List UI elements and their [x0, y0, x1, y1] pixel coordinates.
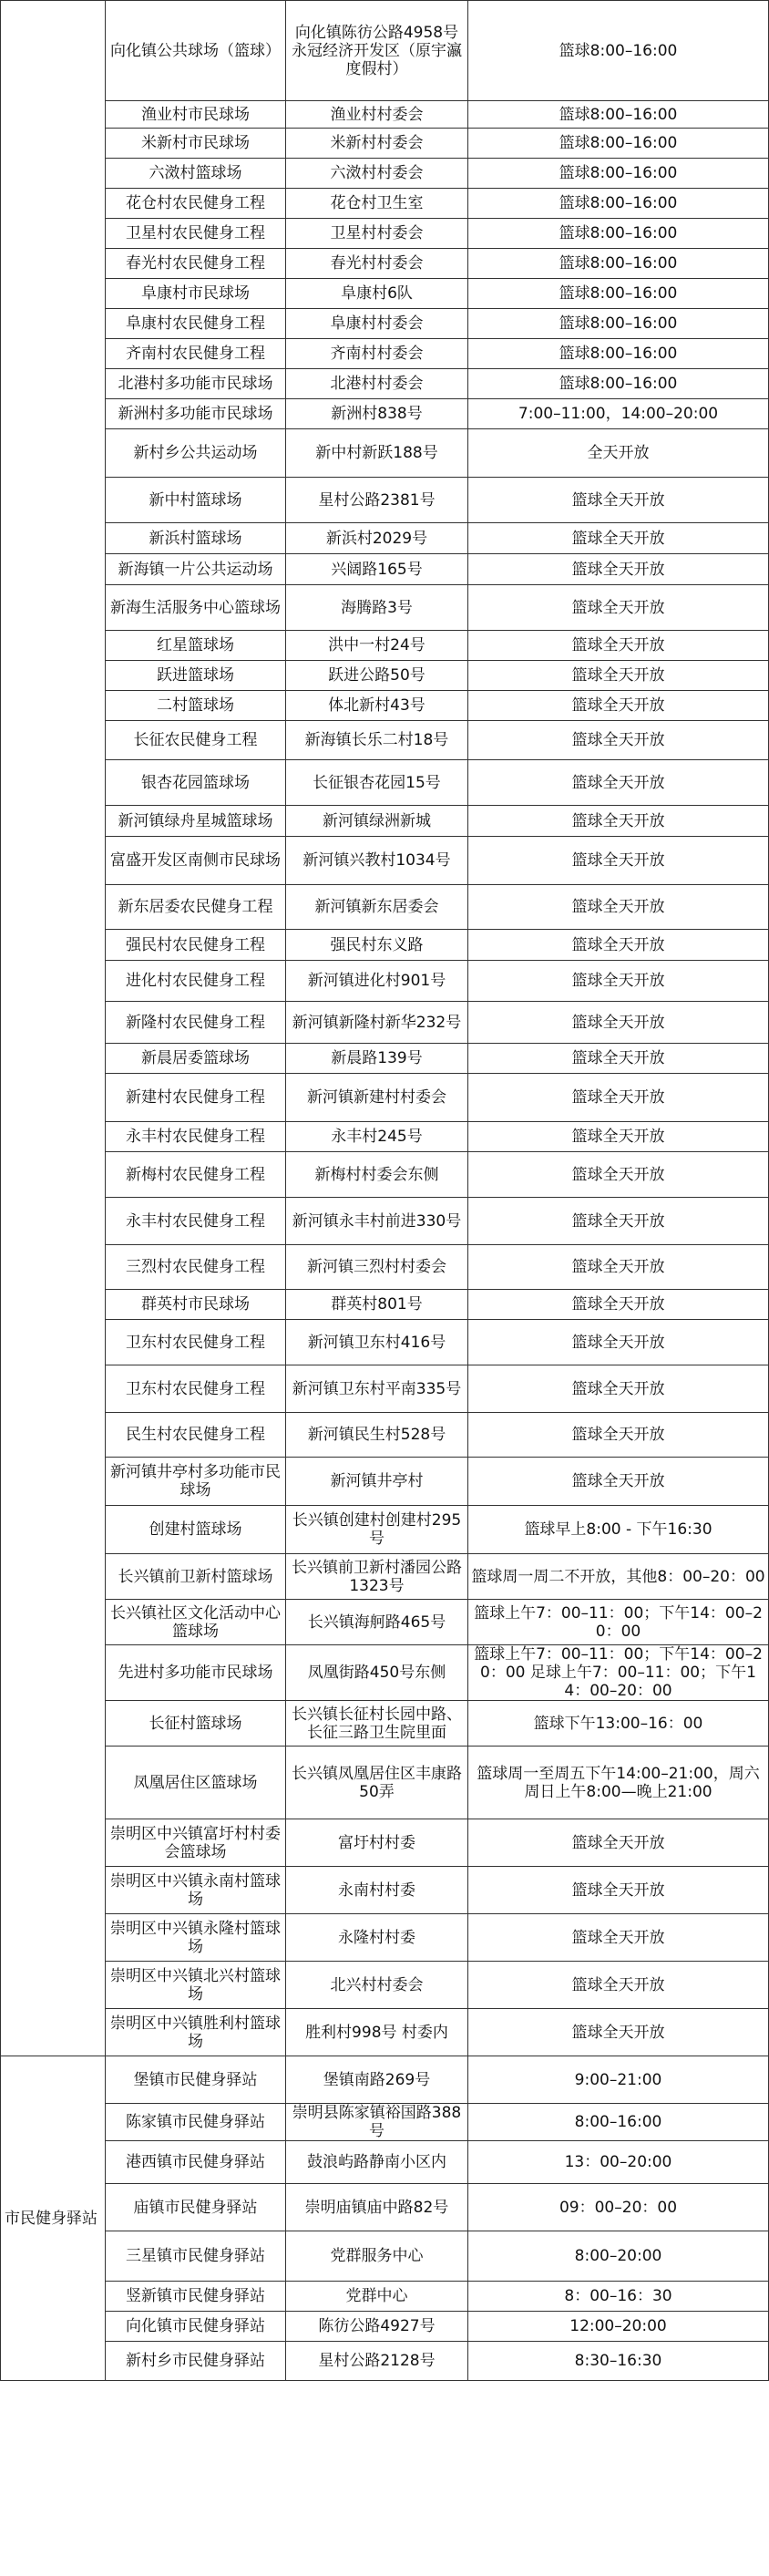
- table-row: [1, 961, 769, 1002]
- table-row: [1, 1867, 769, 1914]
- venue-name-cell: 创建村篮球场: [106, 1506, 286, 1554]
- table-row: [1, 631, 769, 661]
- venue-name-cell: 新海镇一片公共运动场: [106, 554, 286, 585]
- venue-name-cell: 新海生活服务中心篮球场: [106, 585, 286, 631]
- table-row: [1, 806, 769, 837]
- venue-name-cell: 进化村农民健身工程: [106, 961, 286, 1002]
- address-cell: 新河镇新建村村委会: [286, 1074, 468, 1122]
- address-cell: 渔业村村委会: [286, 101, 468, 129]
- table-row: [1, 2184, 769, 2231]
- table-row: [1, 1600, 769, 1645]
- venue-name-cell: 米新村市民球场: [106, 129, 286, 159]
- opening-hours-cell: 篮球全天开放: [468, 1290, 769, 1320]
- table-row: [1, 1819, 769, 1867]
- venue-name-cell: 富盛开发区南侧市民球场: [106, 837, 286, 885]
- table-row: [1, 1122, 769, 1152]
- address-cell: 新河镇新隆村新华232号: [286, 1002, 468, 1044]
- opening-hours-cell: 篮球上午7：00–11：00；下午14：00–20：00: [468, 1600, 769, 1645]
- address-cell: 鼓浪屿路静南小区内: [286, 2141, 468, 2184]
- table-row: [1, 2282, 769, 2312]
- table-row: [1, 399, 769, 429]
- opening-hours-cell: 篮球全天开放: [468, 631, 769, 661]
- venue-name-cell: 新隆村农民健身工程: [106, 1002, 286, 1044]
- opening-hours-cell: 篮球8:00–16:00: [468, 339, 769, 369]
- opening-hours-cell: 篮球8:00–16:00: [468, 1, 769, 101]
- venue-name-cell: 卫东村农民健身工程: [106, 1320, 286, 1365]
- address-cell: 长兴镇前卫新村潘园公路1323号: [286, 1554, 468, 1600]
- table-row: [1, 1365, 769, 1413]
- venue-name-cell: 阜康村市民球场: [106, 279, 286, 309]
- venue-name-cell: 银杏花园篮球场: [106, 760, 286, 806]
- address-cell: 陈彷公路4927号: [286, 2312, 468, 2342]
- address-cell: 新河镇永丰村前进330号: [286, 1198, 468, 1245]
- table-row: [1, 1152, 769, 1198]
- table-row: [1, 1554, 769, 1600]
- opening-hours-cell: 12:00–20:00: [468, 2312, 769, 2342]
- table-row: [1, 1962, 769, 2009]
- opening-hours-cell: 全天开放: [468, 429, 769, 478]
- table-row: [1, 523, 769, 554]
- table-row: [1, 2009, 769, 2056]
- venue-name-cell: 跃进篮球场: [106, 661, 286, 691]
- address-cell: 强民村东义路: [286, 930, 468, 961]
- opening-hours-cell: 篮球全天开放: [468, 1819, 769, 1867]
- table-row: [1, 1002, 769, 1044]
- address-cell: 新河镇进化村901号: [286, 961, 468, 1002]
- opening-hours-cell: 篮球全天开放: [468, 930, 769, 961]
- table-row: [1, 691, 769, 721]
- address-cell: 六滧村村委会: [286, 159, 468, 189]
- table-row: [1, 309, 769, 339]
- venue-name-cell: 三烈村农民健身工程: [106, 1245, 286, 1290]
- venue-name-cell: 阜康村农民健身工程: [106, 309, 286, 339]
- table-row: [1, 2141, 769, 2184]
- address-cell: 长兴镇海舸路465号: [286, 1600, 468, 1645]
- table-row: [1, 1320, 769, 1365]
- opening-hours-cell: 篮球全天开放: [468, 1458, 769, 1506]
- table-row: [1, 1044, 769, 1074]
- opening-hours-cell: 8:00–20:00: [468, 2231, 769, 2282]
- table-row: [1, 1198, 769, 1245]
- venue-name-cell: 长征农民健身工程: [106, 721, 286, 760]
- venue-name-cell: 强民村农民健身工程: [106, 930, 286, 961]
- table-row: [1, 369, 769, 399]
- opening-hours-cell: 篮球8:00–16:00: [468, 369, 769, 399]
- venue-name-cell: 崇明区中兴镇北兴村篮球场: [106, 1962, 286, 2009]
- table-row: [1, 2104, 769, 2141]
- category-cell-blank: [1, 1, 106, 2056]
- table-row: [1, 760, 769, 806]
- table-row: [1, 2231, 769, 2282]
- address-cell: 新河镇新东居委会: [286, 885, 468, 930]
- address-cell: 永南村村委: [286, 1867, 468, 1914]
- venue-name-cell: 陈家镇市民健身驿站: [106, 2104, 286, 2141]
- opening-hours-cell: 篮球8:00–16:00: [468, 101, 769, 129]
- venue-name-cell: 崇明区中兴镇永隆村篮球场: [106, 1914, 286, 1962]
- opening-hours-cell: 篮球全天开放: [468, 961, 769, 1002]
- opening-hours-cell: 篮球全天开放: [468, 806, 769, 837]
- address-cell: 洪中一村24号: [286, 631, 468, 661]
- venue-name-cell: 卫星村农民健身工程: [106, 219, 286, 249]
- opening-hours-cell: 篮球8:00–16:00: [468, 189, 769, 219]
- venue-name-cell: 花仓村农民健身工程: [106, 189, 286, 219]
- address-cell: 体北新村43号: [286, 691, 468, 721]
- opening-hours-cell: 篮球8:00–16:00: [468, 279, 769, 309]
- table-row: [1, 721, 769, 760]
- table-row: [1, 1747, 769, 1819]
- address-cell: 北港村村委会: [286, 369, 468, 399]
- venue-name-cell: 齐南村农民健身工程: [106, 339, 286, 369]
- table-row: [1, 1, 769, 101]
- opening-hours-cell: 篮球下午13:00–16：00: [468, 1701, 769, 1747]
- opening-hours-cell: 篮球全天开放: [468, 1074, 769, 1122]
- opening-hours-cell: 篮球全天开放: [468, 1044, 769, 1074]
- address-cell: 新河镇绿洲新城: [286, 806, 468, 837]
- table-row: [1, 129, 769, 159]
- opening-hours-cell: 13：00–20:00: [468, 2141, 769, 2184]
- venue-name-cell: 崇明区中兴镇胜利村篮球场: [106, 2009, 286, 2056]
- opening-hours-cell: 09：00–20：00: [468, 2184, 769, 2231]
- table-row: [1, 1245, 769, 1290]
- table-row: [1, 661, 769, 691]
- venue-name-cell: 长征村篮球场: [106, 1701, 286, 1747]
- table-row: [1, 1290, 769, 1320]
- opening-hours-cell: 篮球8:00–16:00: [468, 219, 769, 249]
- opening-hours-cell: 8：00–16：30: [468, 2282, 769, 2312]
- address-cell: 新洲村838号: [286, 399, 468, 429]
- address-cell: 长兴镇创建村创建村295号: [286, 1506, 468, 1554]
- address-cell: 卫星村村委会: [286, 219, 468, 249]
- address-cell: 堡镇南路269号: [286, 2056, 468, 2104]
- table-row: [1, 1074, 769, 1122]
- address-cell: 兴阔路165号: [286, 554, 468, 585]
- table-row: [1, 930, 769, 961]
- opening-hours-cell: 篮球周一至周五下午14:00–21:00，周六周日上午8:00—晚上21:00: [468, 1747, 769, 1819]
- table-row: [1, 585, 769, 631]
- address-cell: 崇明庙镇庙中路82号: [286, 2184, 468, 2231]
- address-cell: 党群中心: [286, 2282, 468, 2312]
- address-cell: 花仓村卫生室: [286, 189, 468, 219]
- opening-hours-cell: 篮球全天开放: [468, 721, 769, 760]
- address-cell: 永隆村村委: [286, 1914, 468, 1962]
- opening-hours-cell: 篮球周一周二不开放，其他8：00–20：00: [468, 1554, 769, 1600]
- venue-name-cell: 春光村农民健身工程: [106, 249, 286, 279]
- address-cell: 米新村村委会: [286, 129, 468, 159]
- opening-hours-cell: 篮球全天开放: [468, 760, 769, 806]
- opening-hours-cell: 7:00–11:00，14:00–20:00: [468, 399, 769, 429]
- address-cell: 新河镇井亭村: [286, 1458, 468, 1506]
- address-cell: 长征银杏花园15号: [286, 760, 468, 806]
- address-cell: 长兴镇长征村长园中路、长征三路卫生院里面: [286, 1701, 468, 1747]
- venue-name-cell: 凤凰居住区篮球场: [106, 1747, 286, 1819]
- venue-name-cell: 新东居委农民健身工程: [106, 885, 286, 930]
- table-row: [1, 219, 769, 249]
- table-row: [1, 837, 769, 885]
- venue-name-cell: 长兴镇社区文化活动中心篮球场: [106, 1600, 286, 1645]
- venue-name-cell: 新晨居委篮球场: [106, 1044, 286, 1074]
- table-row: [1, 1701, 769, 1747]
- opening-hours-cell: 篮球全天开放: [468, 554, 769, 585]
- venue-name-cell: 新村乡市民健身驿站: [106, 2342, 286, 2381]
- table-row: [1, 554, 769, 585]
- address-cell: 新晨路139号: [286, 1044, 468, 1074]
- address-cell: 新海镇长乐二村18号: [286, 721, 468, 760]
- opening-hours-cell: 篮球全天开放: [468, 1365, 769, 1413]
- address-cell: 群英村801号: [286, 1290, 468, 1320]
- address-cell: 富圩村村委: [286, 1819, 468, 1867]
- venue-name-cell: 长兴镇前卫新村篮球场: [106, 1554, 286, 1600]
- opening-hours-cell: 篮球全天开放: [468, 478, 769, 523]
- opening-hours-cell: 篮球全天开放: [468, 1198, 769, 1245]
- opening-hours-cell: 篮球全天开放: [468, 523, 769, 554]
- venue-name-cell: 北港村多功能市民球场: [106, 369, 286, 399]
- venue-name-cell: 民生村农民健身工程: [106, 1413, 286, 1458]
- table-row: [1, 339, 769, 369]
- venue-name-cell: 卫东村农民健身工程: [106, 1365, 286, 1413]
- venue-name-cell: 群英村市民球场: [106, 1290, 286, 1320]
- venue-name-cell: 庙镇市民健身驿站: [106, 2184, 286, 2231]
- table-row: [1, 478, 769, 523]
- address-cell: 新河镇卫东村416号: [286, 1320, 468, 1365]
- table-row: [1, 1914, 769, 1962]
- address-cell: 永丰村245号: [286, 1122, 468, 1152]
- venue-name-cell: 红星篮球场: [106, 631, 286, 661]
- address-cell: 崇明县陈家镇裕国路388号: [286, 2104, 468, 2141]
- opening-hours-cell: 篮球全天开放: [468, 1122, 769, 1152]
- table-row: [1, 1645, 769, 1701]
- opening-hours-cell: 篮球全天开放: [468, 1962, 769, 2009]
- opening-hours-cell: 篮球全天开放: [468, 1002, 769, 1044]
- table-row: [1, 159, 769, 189]
- venue-name-cell: 三星镇市民健身驿站: [106, 2231, 286, 2282]
- opening-hours-cell: 篮球全天开放: [468, 691, 769, 721]
- table-row: [1, 1413, 769, 1458]
- address-cell: 跃进公路50号: [286, 661, 468, 691]
- table-row: [1, 2342, 769, 2381]
- opening-hours-cell: 篮球全天开放: [468, 1320, 769, 1365]
- address-cell: 新河镇卫东村平南335号: [286, 1365, 468, 1413]
- address-cell: 星村公路2381号: [286, 478, 468, 523]
- address-cell: 新浜村2029号: [286, 523, 468, 554]
- address-cell: 新河镇民生村528号: [286, 1413, 468, 1458]
- address-cell: 凤凰街路450号东侧: [286, 1645, 468, 1701]
- venue-name-cell: 崇明区中兴镇永南村篮球场: [106, 1867, 286, 1914]
- address-cell: 阜康村村委会: [286, 309, 468, 339]
- opening-hours-cell: 篮球全天开放: [468, 1867, 769, 1914]
- address-cell: 胜利村998号 村委内: [286, 2009, 468, 2056]
- opening-hours-cell: 篮球全天开放: [468, 1245, 769, 1290]
- venue-table-body: [1, 1, 769, 2381]
- opening-hours-cell: 篮球全天开放: [468, 661, 769, 691]
- venue-name-cell: 竖新镇市民健身驿站: [106, 2282, 286, 2312]
- address-cell: 新中村新跃188号: [286, 429, 468, 478]
- address-cell: 新河镇三烈村村委会: [286, 1245, 468, 1290]
- opening-hours-cell: 8:00–16:00: [468, 2104, 769, 2141]
- address-cell: 新梅村村委会东侧: [286, 1152, 468, 1198]
- venue-name-cell: 六滧村篮球场: [106, 159, 286, 189]
- venue-name-cell: 港西镇市民健身驿站: [106, 2141, 286, 2184]
- table-row: [1, 429, 769, 478]
- opening-hours-cell: 篮球8:00–16:00: [468, 309, 769, 339]
- address-cell: 海腾路3号: [286, 585, 468, 631]
- address-cell: 党群服务中心: [286, 2231, 468, 2282]
- venue-name-cell: 新建村农民健身工程: [106, 1074, 286, 1122]
- table-row: [1, 885, 769, 930]
- venue-name-cell: 新中村篮球场: [106, 478, 286, 523]
- opening-hours-cell: 篮球全天开放: [468, 1413, 769, 1458]
- opening-hours-cell: 篮球全天开放: [468, 885, 769, 930]
- venue-name-cell: 永丰村农民健身工程: [106, 1122, 286, 1152]
- table-row: [1, 189, 769, 219]
- opening-hours-cell: 篮球全天开放: [468, 1914, 769, 1962]
- table-row: [1, 101, 769, 129]
- table-row: [1, 1506, 769, 1554]
- venue-name-cell: 先进村多功能市民球场: [106, 1645, 286, 1701]
- opening-hours-cell: 篮球上午7：00–11：00；下午14：00–20：00 足球上午7：00–11：00；下午14：00–20：00: [468, 1645, 769, 1701]
- table-row: [1, 2056, 769, 2104]
- venue-name-cell: 向化镇市民健身驿站: [106, 2312, 286, 2342]
- opening-hours-cell: 篮球全天开放: [468, 2009, 769, 2056]
- venue-name-cell: 新梅村农民健身工程: [106, 1152, 286, 1198]
- opening-hours-cell: 篮球早上8:00 - 下午16:30: [468, 1506, 769, 1554]
- address-cell: 长兴镇凤凰居住区丰康路50弄: [286, 1747, 468, 1819]
- venue-name-cell: 新浜村篮球场: [106, 523, 286, 554]
- venue-name-cell: 新洲村多功能市民球场: [106, 399, 286, 429]
- venue-name-cell: 二村篮球场: [106, 691, 286, 721]
- venue-name-cell: 崇明区中兴镇富圩村村委会篮球场: [106, 1819, 286, 1867]
- table-row: [1, 279, 769, 309]
- venue-name-cell: 向化镇公共球场（篮球）: [106, 1, 286, 101]
- address-cell: 向化镇陈彷公路4958号永冠经济开发区（原宇瀛度假村）: [286, 1, 468, 101]
- opening-hours-cell: 篮球8:00–16:00: [468, 249, 769, 279]
- opening-hours-cell: 篮球全天开放: [468, 585, 769, 631]
- table-row: [1, 2312, 769, 2342]
- table-row: [1, 1458, 769, 1506]
- address-cell: 北兴村村委会: [286, 1962, 468, 2009]
- category-cell: 市民健身驿站: [1, 2056, 106, 2381]
- address-cell: 星村公路2128号: [286, 2342, 468, 2381]
- opening-hours-cell: 篮球全天开放: [468, 1152, 769, 1198]
- address-cell: 阜康村6队: [286, 279, 468, 309]
- venue-name-cell: 渔业村市民球场: [106, 101, 286, 129]
- venue-name-cell: 永丰村农民健身工程: [106, 1198, 286, 1245]
- opening-hours-cell: 篮球8:00–16:00: [468, 159, 769, 189]
- opening-hours-cell: 篮球8:00–16:00: [468, 129, 769, 159]
- venue-name-cell: 新村乡公共运动场: [106, 429, 286, 478]
- address-cell: 春光村村委会: [286, 249, 468, 279]
- venue-name-cell: 新河镇绿舟星城篮球场: [106, 806, 286, 837]
- opening-hours-cell: 8:30–16:30: [468, 2342, 769, 2381]
- address-cell: 齐南村村委会: [286, 339, 468, 369]
- opening-hours-cell: 9:00–21:00: [468, 2056, 769, 2104]
- table-row: [1, 249, 769, 279]
- venue-name-cell: 堡镇市民健身驿站: [106, 2056, 286, 2104]
- address-cell: 新河镇兴教村1034号: [286, 837, 468, 885]
- venue-name-cell: 新河镇井亭村多功能市民球场: [106, 1458, 286, 1506]
- opening-hours-cell: 篮球全天开放: [468, 837, 769, 885]
